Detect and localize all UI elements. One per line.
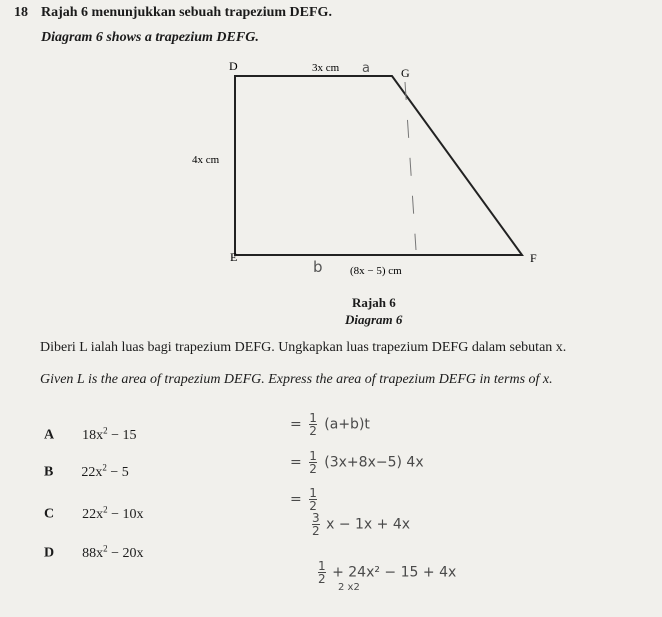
question-text-malay: Rajah 6 menunjukkan sebuah trapezium DEFG. (41, 5, 332, 20)
vertex-f-label: F (530, 251, 537, 265)
trapezium-shape (235, 76, 522, 255)
vertex-g-label: G (401, 66, 410, 80)
option-c[interactable] (44, 504, 144, 523)
option-a-letter: A (44, 427, 55, 443)
option-d-expression: $88x^2 - 20x$ (82, 543, 144, 561)
diagram-caption-english: Diagram 6 (345, 312, 403, 327)
bottom-side-length: (8x − 5) cm (350, 265, 402, 277)
option-c-expression: $22x^2 - 10x$ (82, 504, 144, 522)
handwritten-line-4: $\frac{3}{2}$ x − 1x + 4x (312, 511, 411, 538)
handwritten-line-5: $\frac{1}{2}$ + 24x² − 15 + 4x (318, 559, 457, 586)
vertex-d-label: D (229, 59, 238, 73)
option-b-expression: $22x^2 - 5$ (81, 462, 129, 480)
diagram-caption-malay: Rajah 6 (352, 295, 396, 310)
question-text-english: Diagram 6 shows a trapezium DEFG. (41, 30, 259, 45)
question-number: 18 (14, 5, 28, 20)
instruction-english: Given L is the area of trapezium DEFG. Express the area of trapezium DEFG in terms of x. (40, 372, 553, 387)
option-a-expression: $18x^2 - 15$ (82, 425, 137, 443)
option-c-letter: C (44, 506, 55, 522)
option-b-letter: B (44, 464, 54, 480)
handwritten-line-2: = $\frac{1}{2}$ (3x+8x−5) 4x (290, 449, 424, 476)
handwritten-mark-a: a (362, 61, 370, 76)
option-a[interactable] (44, 425, 137, 444)
option-d-letter: D (44, 545, 55, 561)
handwritten-line-1: = $\frac{1}{2}$ (a+b)t (290, 411, 370, 438)
handwritten-line-3: = $\frac{1}{2}$ (290, 486, 317, 513)
top-side-length: 3x cm (312, 62, 340, 74)
handwritten-line-5-subscript: 2 x2 (338, 582, 360, 593)
left-side-length: 4x cm (192, 154, 220, 166)
handwritten-mark-b: b (313, 258, 323, 276)
option-b[interactable] (44, 462, 129, 481)
instruction-malay: Diberi L ialah luas bagi trapezium DEFG. Ungkapkan luas trapezium DEFG dalam sebutan x. (40, 340, 567, 355)
option-d[interactable] (44, 543, 144, 562)
vertex-e-label: E (230, 250, 238, 264)
